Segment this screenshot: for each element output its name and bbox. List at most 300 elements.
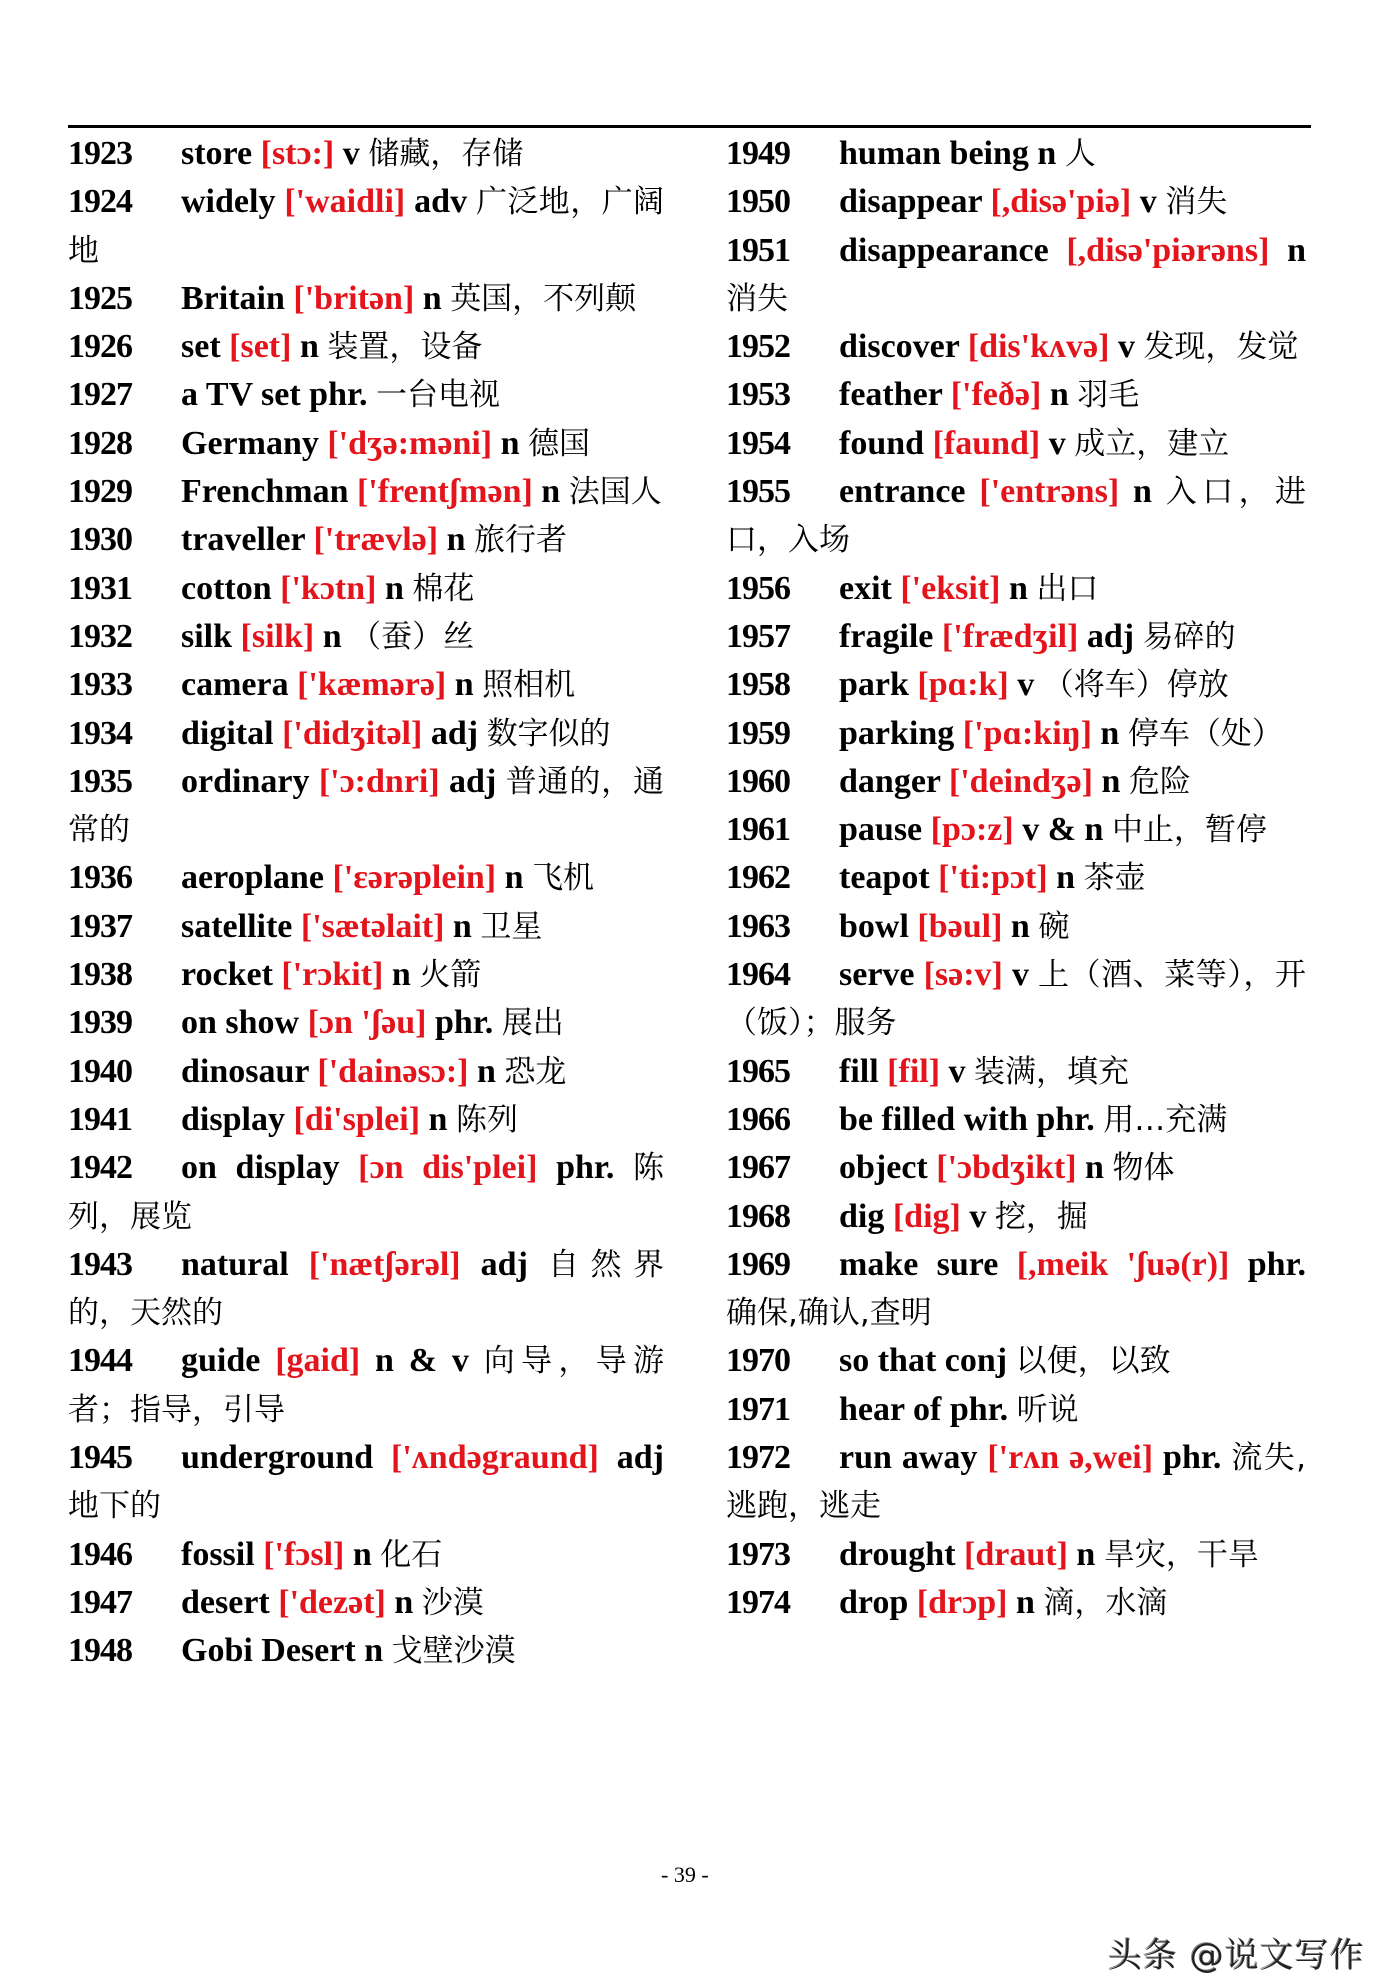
entry-phonetic: ['didʒitəl] [282,714,423,752]
entry-word: dinosaur [181,1052,309,1090]
entry-number: 1963 [726,907,790,945]
entry-part-of-speech: n [352,1535,372,1573]
entry-part-of-speech: phr. [1163,1439,1222,1477]
entry-number: 1927 [68,376,132,414]
entry-number: 1966 [726,1100,790,1138]
entry-meaning: 危险 [1128,763,1191,800]
entry-word: teapot [839,859,930,897]
vocab-entry [68,758,664,855]
vocab-entry [726,227,1306,324]
entry-meaning: 装满，填充 [974,1053,1130,1090]
entry-word: a TV set [181,376,301,414]
entry-meaning: 照相机 [482,667,576,704]
vocab-entry [68,323,664,371]
entry-number: 1925 [68,279,132,317]
right-column [726,130,1306,1627]
entry-meaning: 戈壁沙漠 [391,1633,516,1670]
entry-part-of-speech: n [1008,569,1028,607]
entry-meaning: 听说 [1016,1391,1079,1428]
vocab-entry [726,1531,1306,1579]
entry-part-of-speech: adj [449,762,497,800]
entry-number: 1959 [726,714,790,752]
entry-part-of-speech: conj [944,1342,1008,1380]
entry-phonetic: [draut] [964,1535,1068,1573]
entry-word: guide [181,1342,261,1380]
header-rule [68,125,1311,128]
entry-phonetic: ['pɑ:kiŋ] [962,714,1092,752]
entry-number: 1958 [726,666,790,704]
entry-phonetic: [pɔ:z] [930,811,1014,849]
entry-part-of-speech: n [1049,376,1069,414]
entry-number: 1946 [68,1535,132,1573]
entry-word: cotton [181,569,272,607]
entry-word: exit [839,569,892,607]
entry-word: found [839,424,925,462]
vocab-entry [68,1144,664,1241]
entry-phonetic: ['ʌndəgraund] [391,1439,599,1477]
entry-part-of-speech: n [384,569,404,607]
entry-number: 1926 [68,328,132,366]
left-column [68,130,664,1676]
entry-word: make sure [839,1245,999,1283]
entry-meaning: （将车）停放 [1042,667,1229,704]
entry-word: drop [839,1583,909,1621]
entry-part-of-speech: n [504,859,524,897]
entry-part-of-speech: n [1056,859,1076,897]
entry-number: 1943 [68,1245,132,1283]
entry-word: parking [839,714,955,752]
entry-word: fossil [181,1535,255,1573]
vocab-entry [726,1434,1306,1531]
vocab-entry [68,1096,664,1144]
entry-phonetic: ['entrəns] [979,473,1120,511]
entry-part-of-speech: n [500,424,520,462]
entry-number: 1944 [68,1342,132,1380]
entry-part-of-speech: n [1287,231,1306,269]
entry-part-of-speech: n & v [375,1342,469,1380]
vocab-entry [68,468,664,516]
entry-word: disappearance [839,231,1049,269]
vocab-entry [68,130,664,178]
entry-word: natural [181,1245,289,1283]
entry-word: drought [839,1535,956,1573]
vocab-entry [68,710,664,758]
entry-part-of-speech: n [394,1583,414,1621]
entry-word: widely [181,183,276,221]
vocab-entry [68,854,664,902]
entry-phonetic: ['dʒə:məni] [327,424,493,462]
entry-part-of-speech: n [1133,473,1152,511]
entry-part-of-speech: adj [430,714,479,752]
entry-word: Germany [181,424,319,462]
vocab-entry [726,661,1306,709]
entry-part-of-speech: adj [1086,617,1135,655]
entry-word: bowl [839,907,909,945]
entry-word: aeroplane [181,859,324,897]
entry-phonetic: [fil] [887,1052,941,1090]
entry-number: 1961 [726,811,790,849]
entry-number: 1960 [726,762,790,800]
entry-word: run away [839,1439,978,1477]
entry-meaning: 停车（处） [1127,715,1283,752]
entry-part-of-speech: v [1011,956,1029,994]
entry-part-of-speech: n [476,1052,496,1090]
entry-part-of-speech: phr. [309,376,368,414]
entry-meaning: 地下的 [68,1488,161,1525]
entry-number: 1938 [68,956,132,994]
vocab-entry [726,1096,1306,1144]
entry-part-of-speech: n [322,617,342,655]
entry-word: silk [181,617,233,655]
vocab-entry [68,1048,664,1096]
entry-part-of-speech: n [1101,762,1121,800]
entry-part-of-speech: n [1076,1535,1096,1573]
page-number: - 39 - [661,1862,709,1887]
entry-word: Gobi Desert [181,1632,356,1670]
vocab-entry [68,903,664,951]
entry-part-of-speech: n [1100,714,1120,752]
entry-word: set [181,328,221,366]
entry-number: 1929 [68,473,132,511]
entry-part-of-speech: phr. [556,1149,615,1187]
entry-meaning: 确保,确认,查明 [726,1295,932,1332]
entry-number: 1937 [68,907,132,945]
entry-meaning: 火箭 [419,957,482,994]
vocab-entry [726,903,1306,951]
entry-number: 1955 [726,473,790,511]
entry-meaning: 用…充满 [1103,1101,1228,1138]
entry-phonetic: ['nætʃərəl] [308,1245,461,1283]
entry-number: 1957 [726,617,790,655]
vocab-entry [68,516,664,564]
entry-part-of-speech: n [1015,1583,1035,1621]
entry-number: 1965 [726,1052,790,1090]
vocab-entry [726,1337,1306,1385]
entry-number: 1952 [726,328,790,366]
entry-part-of-speech: v [969,1197,987,1235]
vocab-entry [68,1579,664,1627]
entry-meaning: 发现，发觉 [1143,329,1299,366]
entry-meaning: 上（酒、菜等），开（饭）；服务 [726,957,1306,1042]
entry-meaning: 一台电视 [375,377,500,414]
entry-meaning: 自然界的，天然的 [68,1246,665,1332]
entry-part-of-speech: n [446,521,466,559]
entry-word: object [839,1149,928,1187]
vocab-entry [726,323,1306,371]
entry-meaning: 茶壶 [1083,860,1146,897]
entry-meaning: 挖，掘 [994,1198,1088,1235]
entry-phonetic: ['dezət] [278,1583,386,1621]
entry-phonetic: ['eksit] [900,569,1001,607]
entry-phonetic: [sə:v] [923,956,1003,994]
vocab-entry [68,420,664,468]
vocab-entry [726,854,1306,902]
entry-number: 1945 [68,1439,132,1477]
entry-number: 1964 [726,956,790,994]
entry-meaning: 消失 [726,280,788,317]
entry-phonetic: [silk] [240,617,315,655]
entry-meaning: 陈列，展览 [68,1150,665,1235]
entry-word: camera [181,666,289,704]
entry-part-of-speech: phr. [949,1390,1009,1428]
entry-part-of-speech: n [391,956,411,994]
entry-phonetic: [ɔn dis'plei] [358,1149,538,1187]
entry-word: park [839,666,909,704]
entry-part-of-speech: v [1139,183,1157,221]
entry-phonetic: ['ɛərəplein] [332,859,497,897]
entry-number: 1974 [726,1583,790,1621]
entry-meaning: 棉花 [412,570,475,607]
vocab-entry [726,1193,1306,1241]
entry-phonetic: ['frædʒil] [941,617,1079,655]
entry-number: 1939 [68,1004,132,1042]
entry-number: 1951 [726,231,790,269]
vocab-entry [68,1434,664,1531]
watermark: 头条 @说文写作 [1108,1936,1365,1976]
entry-word: be filled with [839,1100,1028,1138]
entry-part-of-speech: n [299,328,319,366]
vocab-entry [68,1337,664,1434]
entry-phonetic: ['fɔsl] [263,1535,345,1573]
vocab-entry [68,613,664,661]
entry-word: digital [181,714,274,752]
entry-phonetic: ['trævlə] [313,521,439,559]
entry-meaning: 储藏，存储 [368,136,524,172]
entry-meaning: 装置，设备 [327,329,483,366]
entry-word: on show [181,1004,300,1042]
entry-word: serve [839,956,915,994]
entry-meaning: 滴，水滴 [1043,1584,1168,1621]
entry-meaning: 广泛地，广阔地 [68,184,665,269]
entry-meaning: 碗 [1038,908,1070,945]
entry-phonetic: [dig] [892,1197,961,1235]
entry-word: store [181,135,253,172]
entry-part-of-speech: v [1117,328,1135,366]
entry-phonetic: ['rɔkit] [281,956,384,994]
entry-number: 1969 [726,1245,790,1283]
vocab-entry [68,1241,664,1338]
entry-meaning: 数字似的 [486,715,611,752]
entry-phonetic: [gaid] [275,1342,361,1380]
entry-phonetic: [di'splei] [293,1100,421,1138]
entry-phonetic: [stɔ:] [260,135,335,172]
entry-meaning: 入口，进口，入场 [726,474,1307,559]
entry-word: underground [181,1439,374,1477]
vocab-entry [726,1386,1306,1434]
entry-word: display [181,1100,285,1138]
entry-meaning: 德国 [528,425,591,462]
entry-phonetic: [,disə'piə] [990,183,1132,221]
entry-part-of-speech: n [1037,135,1057,172]
entry-phonetic: ['ɔbdʒikt] [936,1149,1077,1187]
entry-part-of-speech: adv [414,183,468,221]
vocab-entry [726,1144,1306,1192]
entry-meaning: 向导，导游者；指导，引导 [68,1343,665,1428]
entry-meaning: 展出 [501,1005,564,1042]
vocab-entry [726,613,1306,661]
entry-word: fragile [839,617,934,655]
vocab-entry [726,806,1306,854]
vocab-entry [726,1579,1306,1627]
entry-number: 1923 [68,135,132,172]
entry-phonetic: ['feðə] [950,376,1042,414]
entry-word: traveller [181,521,305,559]
entry-part-of-speech: n [422,279,442,317]
entry-word: human being [839,135,1029,172]
entry-meaning: 化石 [380,1536,443,1573]
entry-number: 1973 [726,1535,790,1573]
entry-meaning: 普通的，通常的 [68,763,665,849]
entry-number: 1971 [726,1390,790,1428]
entry-meaning: （蚕）丝 [350,618,475,655]
entry-word: rocket [181,956,273,994]
entry-phonetic: [drɔp] [916,1583,1008,1621]
entry-number: 1930 [68,521,132,559]
entry-number: 1962 [726,859,790,897]
entry-word: disappear [839,183,982,221]
vocab-entry [726,565,1306,613]
vocab-entry [68,951,664,999]
entry-word: entrance [839,473,966,511]
entry-part-of-speech: n [541,473,561,511]
vocab-entry [68,661,664,709]
entry-part-of-speech: v [948,1052,966,1090]
entry-phonetic: [ɔn 'ʃəu] [307,1004,427,1042]
entry-meaning: 旅行者 [474,522,567,559]
entry-part-of-speech: adj [616,1439,664,1477]
vocab-entry [68,1627,664,1675]
entry-number: 1932 [68,617,132,655]
entry-part-of-speech: adj [480,1245,528,1283]
entry-word: pause [839,811,923,849]
vocab-entry [726,468,1306,565]
entry-number: 1933 [68,666,132,704]
vocab-entry [726,1048,1306,1096]
entry-number: 1934 [68,714,132,752]
entry-word: satellite [181,907,293,945]
entry-word: dig [839,1197,885,1235]
vocab-entry [68,275,664,323]
vocab-entry [726,951,1306,1048]
vocab-entry [68,371,664,419]
entry-number: 1928 [68,424,132,462]
entry-number: 1924 [68,183,132,221]
vocab-entry [726,1241,1306,1338]
entry-part-of-speech: phr. [1247,1245,1307,1283]
entry-meaning: 英国，不列颠 [450,280,637,317]
entry-number: 1931 [68,569,132,607]
entry-phonetic: [bəul] [917,907,1003,945]
entry-number: 1972 [726,1439,790,1477]
entry-phonetic: [pɑ:k] [917,666,1009,704]
entry-phonetic: ['kæmərə] [297,666,447,704]
entry-part-of-speech: v [1017,666,1035,704]
entry-number: 1942 [68,1149,132,1187]
entry-meaning: 出口 [1036,570,1099,607]
entry-meaning: 物体 [1112,1150,1175,1187]
entry-meaning: 消失 [1165,184,1228,221]
vocab-entry [68,178,664,275]
entry-meaning: 旱灾，干旱 [1103,1536,1259,1573]
entry-meaning: 恐龙 [504,1053,567,1090]
entry-meaning: 成立，建立 [1074,425,1230,462]
vocab-entry [68,999,664,1047]
entry-part-of-speech: phr. [1036,1100,1095,1138]
entry-number: 1940 [68,1052,132,1090]
entry-phonetic: ['sætəlait] [300,907,445,945]
entry-part-of-speech: v [1048,424,1066,462]
vocab-entry [726,710,1306,758]
entry-meaning: 飞机 [532,860,595,897]
entry-part-of-speech: n [428,1100,448,1138]
entry-number: 1967 [726,1149,790,1187]
vocab-entry [68,565,664,613]
entry-phonetic: ['rʌn ə,wei] [987,1439,1154,1477]
entry-word: so that [839,1342,937,1380]
vocab-entry [726,371,1306,419]
entry-phonetic: [,disə'piərəns] [1066,231,1270,269]
entry-word: desert [181,1583,270,1621]
entry-number: 1954 [726,424,790,462]
entry-meaning: 陈列 [455,1101,518,1138]
vocab-entry [726,130,1306,178]
entry-meaning: 流失,逃跑，逃走 [726,1440,1307,1525]
entry-number: 1956 [726,569,790,607]
entry-part-of-speech: n [452,907,472,945]
vocab-entry [68,1531,664,1579]
entry-phonetic: ['deindʒə] [948,762,1093,800]
entry-word: Britain [181,279,285,317]
vocab-entry [726,178,1306,226]
entry-meaning: 人 [1064,136,1096,172]
entry-word: ordinary [181,762,310,800]
entry-word: discover [839,328,960,366]
entry-phonetic: ['kɔtn] [280,569,377,607]
vocab-entry [726,420,1306,468]
entry-number: 1948 [68,1632,132,1670]
entry-phonetic: ['waidli] [284,183,406,221]
entry-meaning: 易碎的 [1142,618,1236,655]
entry-part-of-speech: n [454,666,474,704]
entry-number: 1953 [726,376,790,414]
entry-phonetic: ['britən] [293,279,415,317]
entry-part-of-speech: v & n [1022,811,1104,849]
entry-phonetic: ['ti:pɔt] [938,859,1048,897]
entry-phonetic: [,meik 'ʃuə(r)] [1016,1245,1230,1283]
entry-part-of-speech: phr. [434,1004,494,1042]
entry-meaning: 沙漠 [421,1584,484,1621]
entry-meaning: 法国人 [568,474,662,511]
entry-meaning: 卫星 [480,908,543,945]
entry-number: 1936 [68,859,132,897]
entry-word: on display [181,1149,340,1187]
entry-phonetic: [faund] [932,424,1041,462]
vocab-entry [726,758,1306,806]
entry-word: danger [839,762,941,800]
entry-phonetic: [dis'kʌvə] [967,328,1110,366]
entry-number: 1947 [68,1583,132,1621]
entry-word: Frenchman [181,473,349,511]
entry-part-of-speech: n [1085,1149,1104,1187]
entry-number: 1970 [726,1342,790,1380]
entry-number: 1941 [68,1100,132,1138]
entry-word: hear of [839,1390,942,1428]
entry-phonetic: ['dainəsɔ:] [317,1052,469,1090]
entry-number: 1950 [726,183,790,221]
entry-part-of-speech: v [342,135,360,172]
entry-phonetic: ['frentʃmən] [356,473,533,511]
entry-part-of-speech: n [364,1632,384,1670]
